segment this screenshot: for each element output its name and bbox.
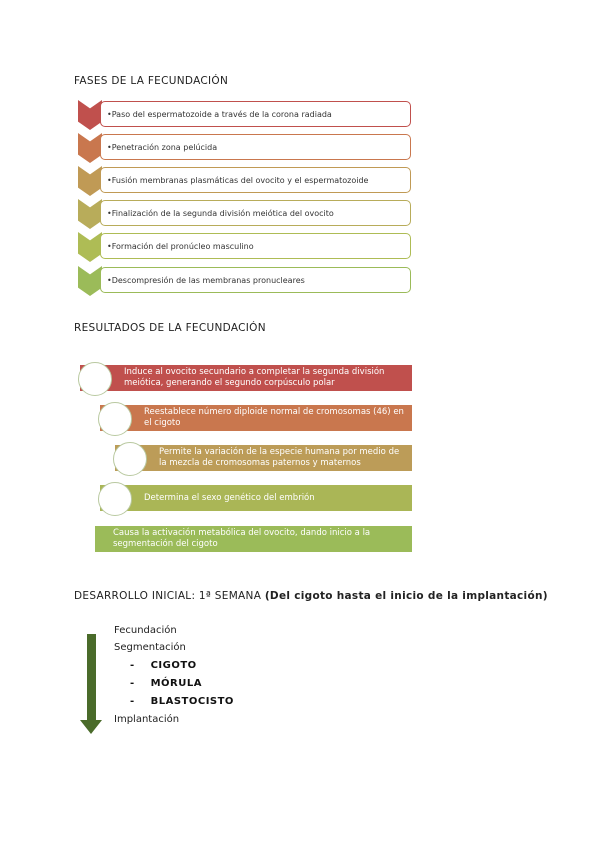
resultado-text: Causa la activación metabólica del ovocito, dando inicio a la segmentación del cigoto: [113, 528, 371, 549]
fase-text: •Formación del pronúcleo masculino: [107, 241, 254, 251]
resultados-title: RESULTADOS DE LA FECUNDACIÓN: [74, 322, 266, 334]
fase-text: •Penetración zona pelúcida: [107, 142, 218, 152]
fase-box: [100, 134, 411, 160]
fase-box: [100, 167, 411, 193]
fase-step: [78, 266, 413, 296]
bullet-dash: -: [130, 696, 135, 707]
fase-step: [78, 199, 413, 229]
arrow-shaft: [87, 634, 96, 720]
resultado-bar: [100, 485, 412, 511]
fase-step: [78, 133, 413, 163]
sub-step-text: MÓRULA: [150, 678, 202, 689]
sub-step: [130, 660, 197, 671]
bullet-dash: -: [130, 678, 135, 689]
fase-text: •Finalización de la segunda división meiótica del ovocito: [107, 208, 334, 218]
fase-chevron: [78, 199, 102, 229]
desarrollo-heading: [74, 590, 548, 602]
resultado-text: Reestablece número diploide normal de cromosomas (46) en el cigoto: [144, 407, 404, 428]
fase-step: [78, 232, 413, 262]
step-implantacion: Implantación: [114, 714, 180, 725]
fase-chevron: [78, 100, 102, 130]
fase-chevron: [78, 232, 102, 262]
fase-step: [78, 166, 413, 196]
step-fecundacion: Fecundación: [114, 625, 177, 636]
desarrollo-title: DESARROLLO INICIAL: 1ª SEMANA: [74, 590, 262, 602]
resultado-text: Permite la variación de la especie humana por medio de la mezcla de cromosomas paternos y maternos: [159, 447, 400, 468]
fase-box: [100, 200, 411, 226]
fase-chevron: [78, 166, 102, 196]
desarrollo-subtitle: (Del cigoto hasta el inicio de la implantación): [264, 590, 548, 602]
fase-box: [100, 233, 411, 259]
resultado-text: Induce al ovocito secundario a completar la segunda división meiótica, generando el segundo corpúsculo polar: [124, 367, 385, 388]
sub-step-text: CIGOTO: [150, 660, 197, 671]
resultado-bar: [80, 365, 412, 391]
fase-box: [100, 267, 411, 293]
resultado-circle: [113, 442, 147, 476]
sub-step: [130, 696, 234, 707]
resultado-bar: [115, 445, 412, 471]
fase-box: [100, 101, 411, 127]
resultado-text: Determina el sexo genético del embrión: [144, 492, 315, 503]
fases-title: FASES DE LA FECUNDACIÓN: [74, 75, 229, 87]
fase-text: •Fusión membranas plasmáticas del ovocito y el espermatozoide: [107, 175, 369, 185]
resultado-circle: [78, 362, 112, 396]
fase-chevron: [78, 133, 102, 163]
fase-chevron: [78, 266, 102, 296]
resultado-bar: [95, 526, 412, 552]
sub-step: [130, 678, 202, 689]
step-segmentacion: Segmentación: [114, 642, 186, 653]
resultado-bar: [100, 405, 412, 431]
sub-step-text: BLASTOCISTO: [150, 696, 234, 707]
bullet-dash: -: [130, 660, 135, 671]
fase-step: [78, 100, 413, 130]
resultado-circle: [98, 482, 132, 516]
fase-text: •Descompresión de las membranas pronucleares: [107, 275, 305, 285]
fase-text: •Paso del espermatozoide a través de la corona radiada: [107, 109, 332, 119]
resultado-circle: [98, 402, 132, 436]
arrow-down-icon: [80, 720, 102, 734]
